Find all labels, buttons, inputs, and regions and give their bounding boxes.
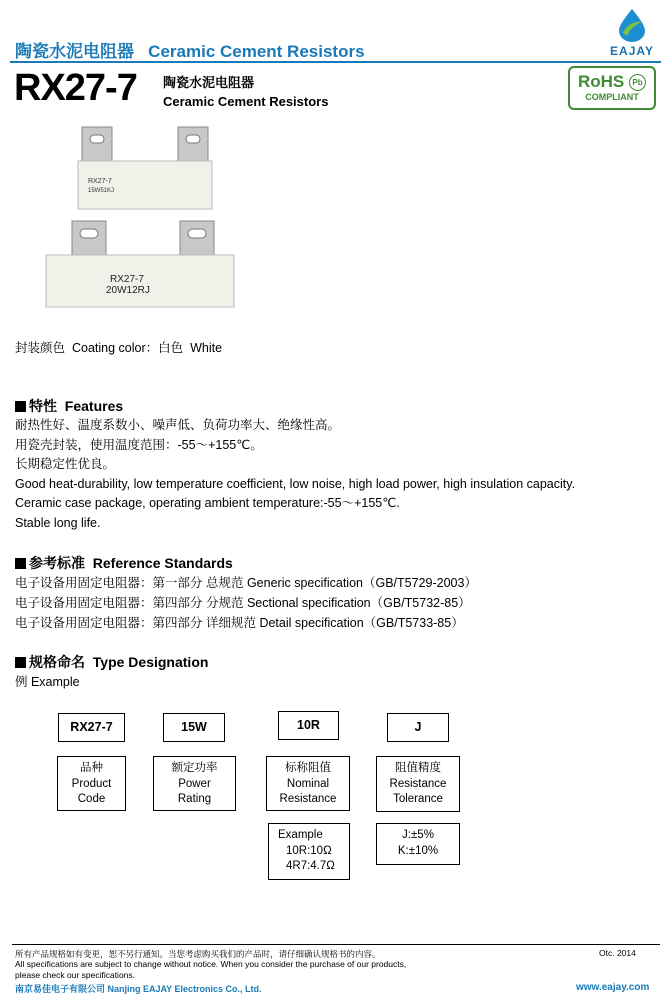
tolerance-example-box: J:±5% K:±10%	[376, 823, 460, 865]
square-bullet-icon	[15, 401, 26, 412]
model-subtitle	[163, 73, 328, 111]
footer-company: 南京易佳电子有限公司 Nanjing EAJAY Electronics Co., Ltd.	[15, 984, 262, 994]
feature-line: 用瓷壳封装，使用温度范围：-55～+155℃。	[15, 437, 263, 452]
square-bullet-icon	[15, 657, 26, 668]
feature-line: 长期稳定性优良。	[15, 457, 116, 471]
footer-date: Otc. 2014	[599, 948, 636, 958]
standards-heading: 参考标准 Reference Standards	[15, 553, 233, 573]
features-list	[15, 416, 575, 533]
standard-line: 电子设备用固定电阻器：第四部分 分规范 Sectional specification（GB/T5732-85）	[15, 596, 471, 610]
header-title	[15, 37, 365, 62]
code-box-power: 15W	[163, 713, 225, 742]
leaf-drop-icon	[617, 8, 647, 42]
footer-notice-en-1: All specifications are subject to change without notice. When you consider the purchase of our products,	[15, 959, 407, 969]
desc-box-power: 额定功率 Power Rating	[153, 756, 236, 811]
standard-line: 电子设备用固定电阻器：第四部分 详细规范 Detail specification（GB/T5733-85）	[15, 616, 464, 630]
header-title-en: Ceramic Cement Resistors	[148, 42, 365, 61]
model-subtitle-en: Ceramic Cement Resistors	[163, 94, 329, 109]
footer-divider	[12, 944, 660, 945]
code-box-resistance: 10R	[278, 711, 339, 740]
desc-box-resistance: 标称阻值 Nominal Resistance	[266, 756, 350, 811]
footer-notice-en-2: please check our specifications.	[15, 970, 136, 980]
model-number: RX27-7	[14, 67, 137, 109]
desc-box-tolerance: 阻值精度 Resistance Tolerance	[376, 756, 460, 812]
header-divider	[10, 61, 661, 63]
coating-color: 封装颜色 Coating color：白色 White	[15, 341, 223, 355]
pb-free-icon: Pb	[629, 74, 646, 91]
feature-line: Ceramic case package, operating ambient temperature:-55～+155℃.	[15, 496, 400, 510]
company-logo	[606, 8, 658, 58]
code-box-product: RX27-7	[58, 713, 125, 742]
desc-box-product: 品种 Product Code	[57, 756, 126, 811]
resistor-rating-2: 20W12RJ	[106, 285, 150, 296]
standard-line: 电子设备用固定电阻器：第一部分 总规范 Generic specification（GB/T5729-2003）	[15, 576, 477, 590]
resistor-rating-1: 15W51KJ	[88, 188, 115, 194]
resistor-20w	[46, 221, 234, 307]
code-box-tolerance: J	[387, 713, 449, 742]
logo-text: EAJAY	[610, 44, 654, 58]
feature-line: Stable long life.	[15, 515, 101, 530]
footer-notice-cn: 所有产品规格如有变更，恕不另行通知。当您考虑购买我们的产品时，请仔细确认规格书的内容。	[15, 949, 381, 959]
rohs-title: RoHS Pb	[570, 72, 654, 92]
product-image	[40, 125, 240, 310]
rohs-compliant: COMPLIANT	[585, 92, 639, 102]
resistor-15w	[78, 127, 212, 209]
resistance-example-box: Example 10R:10Ω 4R7:4.7Ω	[268, 823, 350, 880]
feature-line: Good heat-durability, low temperature coefficient, low noise, high load power, high insulation capacity.	[15, 476, 576, 491]
model-subtitle-cn: 陶瓷水泥电阻器	[163, 75, 255, 90]
resistor-label-1: RX27-7	[88, 178, 112, 185]
features-heading: 特性 Features	[15, 396, 123, 416]
example-label: 例 Example	[15, 675, 80, 689]
feature-line: 耐热性好、温度系数小、噪声低、负荷功率大、绝缘性高。	[15, 418, 341, 432]
standards-list	[15, 573, 477, 633]
rohs-badge	[568, 66, 656, 110]
square-bullet-icon	[15, 558, 26, 569]
designation-heading: 规格命名 Type Designation	[15, 652, 208, 672]
resistor-label-2: RX27-7	[110, 274, 144, 285]
footer-website[interactable]: www.eajay.com	[576, 982, 650, 993]
header-title-cn: 陶瓷水泥电阻器	[15, 42, 134, 61]
